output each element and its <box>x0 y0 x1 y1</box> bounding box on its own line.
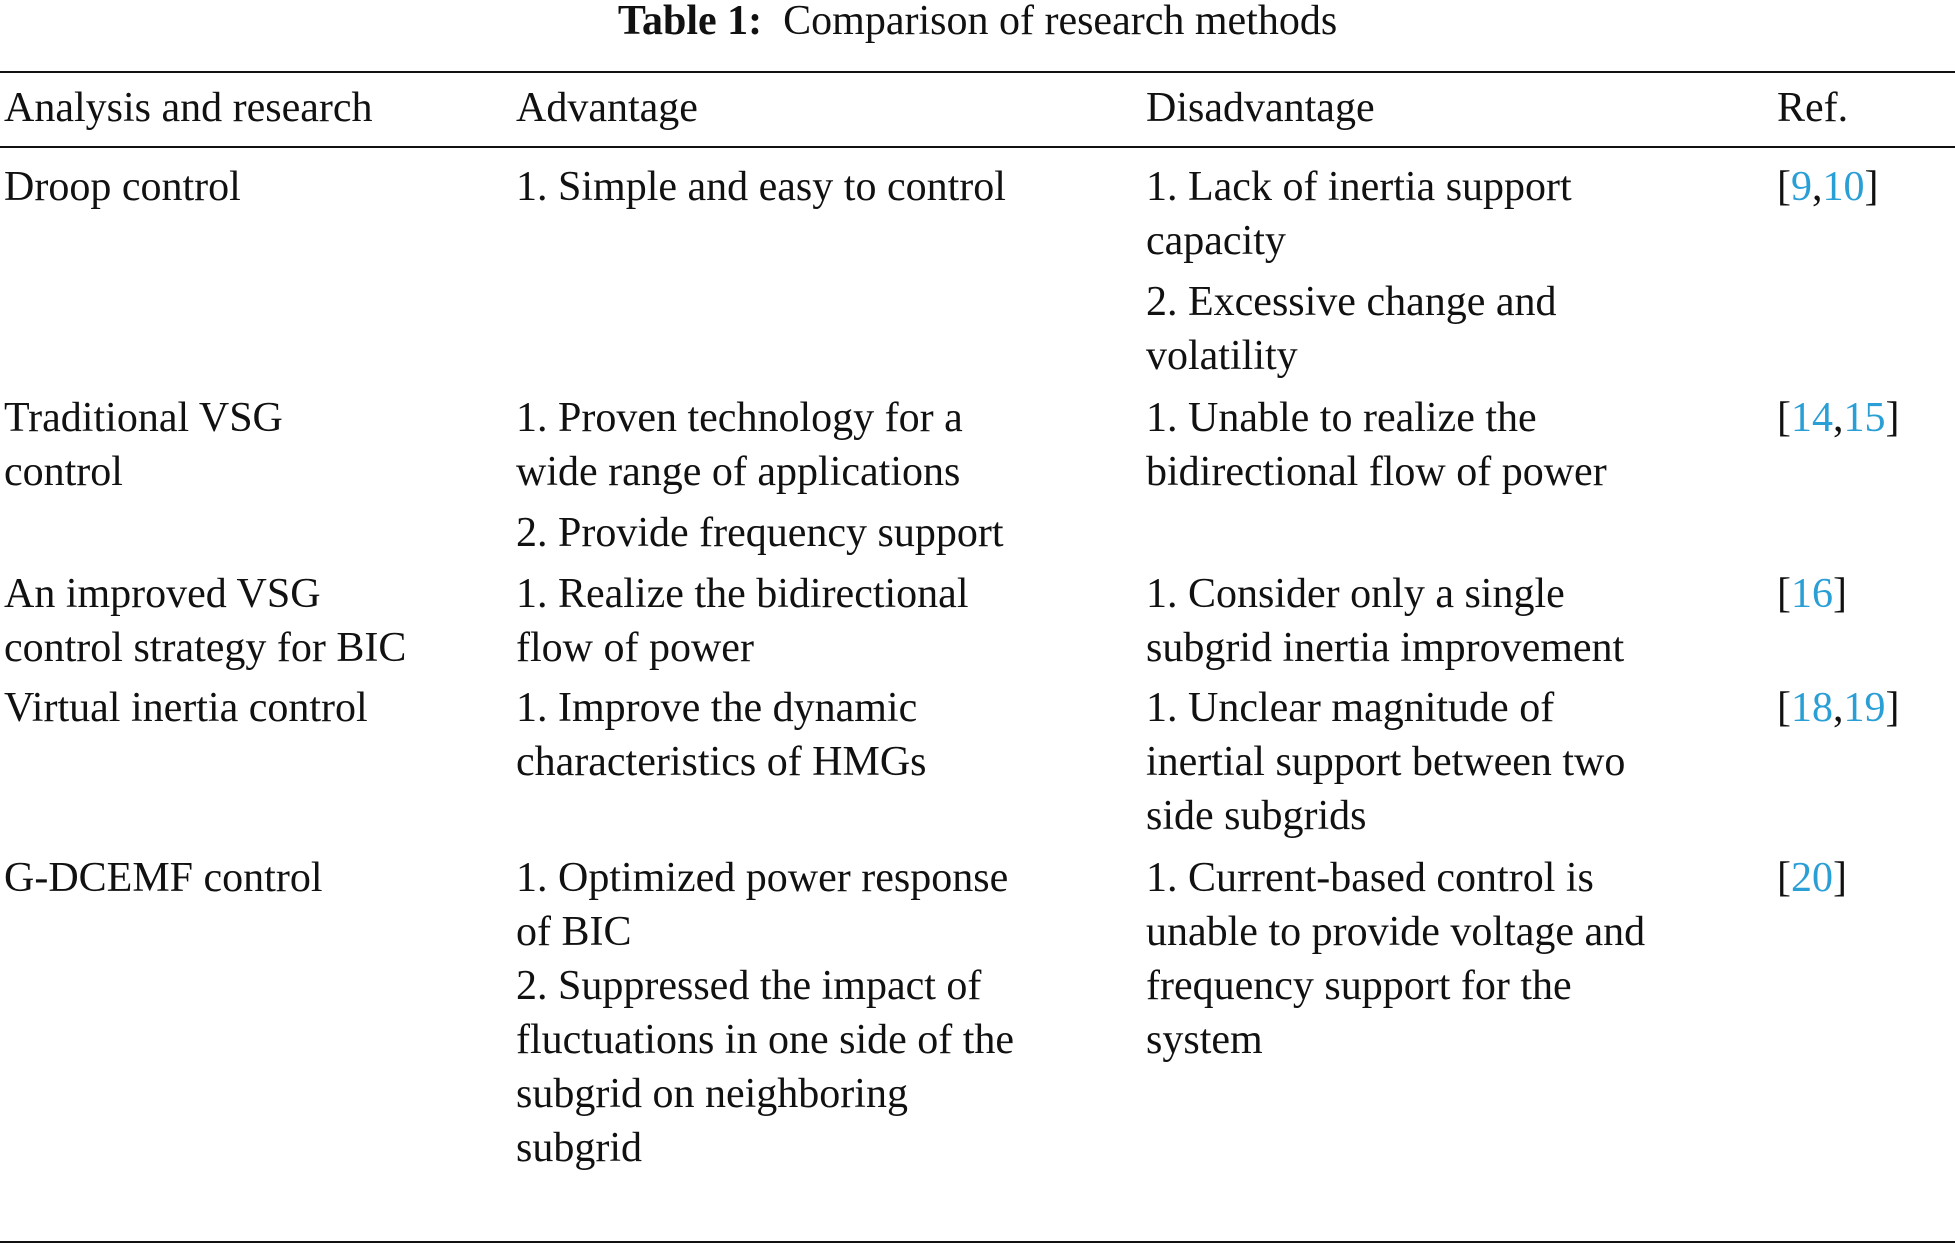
advantage-item: 2. Suppressed the impact of fluctuations in one side of the subgrid on neighboring subgrid <box>516 963 1015 1171</box>
reference-link[interactable]: 10 <box>1822 164 1865 210</box>
bottom-rule <box>0 1241 1955 1243</box>
header-ref: Ref. <box>1777 85 1849 131</box>
advantage-item: 2. Provide frequency support <box>516 510 1004 556</box>
table-caption-label: Table 1: <box>617 0 763 44</box>
advantage-cell <box>516 391 1136 560</box>
advantage-item: 1. Realize the bidirectional flow of power <box>516 571 969 671</box>
advantage-item: 1. Proven technology for a wide range of applications <box>516 395 963 495</box>
disadvantage-cell <box>1146 391 1766 499</box>
disadvantage-item: 2. Excessive change and volatility <box>1146 279 1557 379</box>
disadvantage-cell <box>1146 160 1766 383</box>
disadvantage-cell <box>1146 567 1766 675</box>
table-caption-text: Comparison of research methods <box>783 0 1338 44</box>
advantage-cell <box>516 681 1136 789</box>
disadvantage-cell <box>1146 851 1766 1067</box>
advantage-item: 1. Simple and easy to control <box>516 164 1006 210</box>
disadvantage-item: 1. Current-based control is unable to provide voltage and frequency support for the system <box>1146 855 1646 1063</box>
reference-link[interactable]: 19 <box>1843 685 1886 731</box>
disadvantage-item: 1. Lack of inertia support capacity <box>1146 164 1572 264</box>
advantage-item: 1. Optimized power response of BIC <box>516 855 1009 955</box>
disadvantage-item: 1. Unable to realize the bidirectional flow of power <box>1146 395 1607 495</box>
reference-link[interactable]: 16 <box>1791 571 1833 617</box>
ref-cell: [14,15] <box>1777 395 1900 441</box>
disadvantage-item: 1. Unclear magnitude of inertial support between two side subgrids <box>1146 685 1626 839</box>
method-cell: An improved VSG control strategy for BIC <box>4 571 407 671</box>
method-cell: Traditional VSG control <box>4 395 283 495</box>
ref-cell: [16] <box>1777 571 1847 617</box>
header-analysis: Analysis and research <box>4 85 373 131</box>
reference-link[interactable]: 9 <box>1791 164 1812 210</box>
top-rule <box>0 71 1955 73</box>
method-cell: Virtual inertia control <box>4 685 368 731</box>
ref-cell: [18,19] <box>1777 685 1900 731</box>
reference-link[interactable]: 15 <box>1843 395 1886 441</box>
header-disadvantage: Disadvantage <box>1146 85 1375 131</box>
disadvantage-item: 1. Consider only a single subgrid inertia improvement <box>1146 571 1625 671</box>
method-cell: G-DCEMF control <box>4 855 323 901</box>
ref-cell: [20] <box>1777 855 1847 901</box>
reference-link[interactable]: 14 <box>1791 395 1833 441</box>
advantage-cell <box>516 851 1136 1175</box>
table-caption <box>0 0 1955 48</box>
ref-cell: [9,10] <box>1777 164 1879 210</box>
advantage-item: 1. Improve the dynamic characteristics of HMGs <box>516 685 927 785</box>
header-rule <box>0 146 1955 148</box>
advantage-cell <box>516 567 1136 675</box>
method-cell: Droop control <box>4 164 241 210</box>
reference-link[interactable]: 18 <box>1791 685 1833 731</box>
header-advantage: Advantage <box>516 85 698 131</box>
advantage-cell <box>516 160 1136 214</box>
reference-link[interactable]: 20 <box>1791 855 1833 901</box>
disadvantage-cell <box>1146 681 1766 843</box>
